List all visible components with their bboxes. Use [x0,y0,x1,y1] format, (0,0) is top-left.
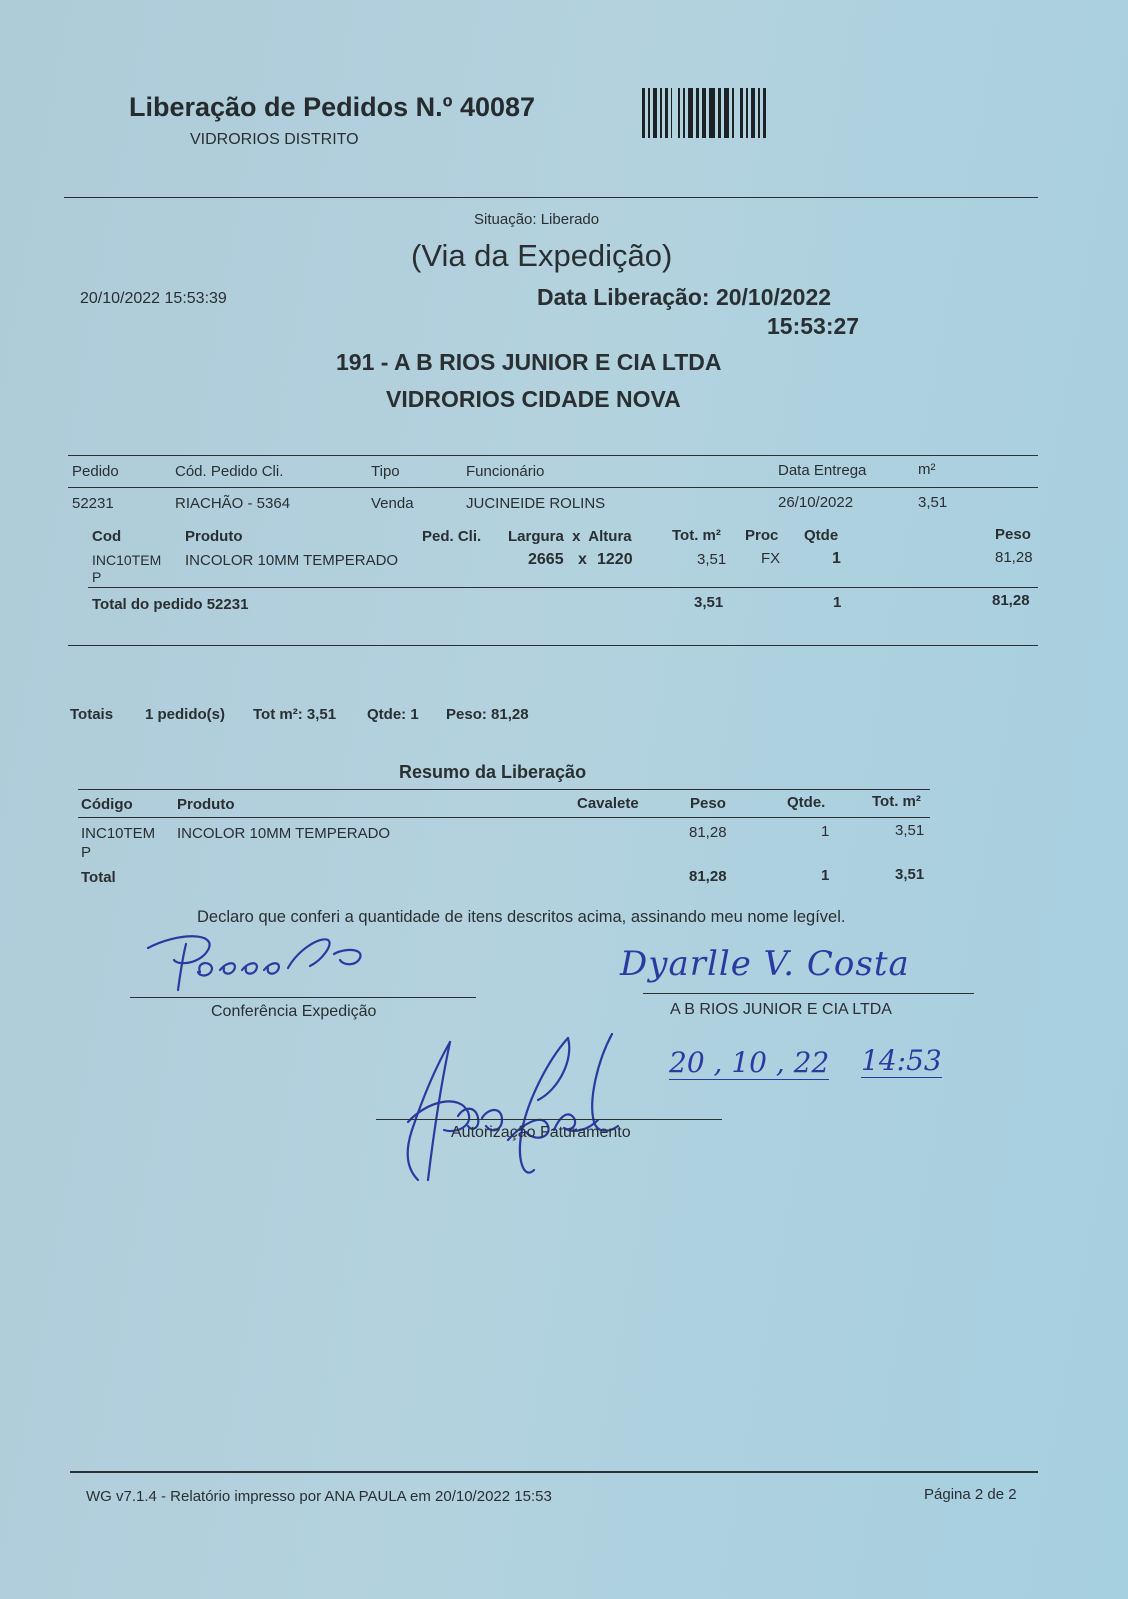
conferencia-signature [138,930,398,1000]
item-col-cod: Cod [92,528,122,545]
resumo-total-peso: 81,28 [689,868,727,885]
col-pedido: Pedido [72,463,119,480]
client-label: A B RIOS JUNIOR E CIA LTDA [670,1001,892,1018]
declaration-text: Declaro que conferi a quantidade de itens descritos acima, assinando meu nome legível. [197,908,846,926]
order-total-m2: 3,51 [694,594,724,611]
autorizacao-label: Autorização Faturamento [451,1124,631,1141]
resumo-col-qtde: Qtde. [787,794,826,811]
item-col-ped-cli: Ped. Cli. [422,528,482,545]
resumo-total-label: Total [81,869,116,886]
totais-pedidos: 1 pedido(s) [145,706,226,723]
item-col-peso: Peso [995,526,1031,543]
col-m2: m² [918,461,936,478]
resumo-header-line [78,817,930,818]
print-datetime: 20/10/2022 15:53:39 [80,290,227,307]
order-table-top-line [68,455,1038,456]
resumo-qtde: 1 [821,823,830,840]
barcode-image [642,88,769,138]
company-name: VIDRORIOS DISTRITO [190,131,359,148]
item-col-produto: Produto [185,528,243,545]
item-x: x [578,551,587,568]
item-qtde: 1 [832,550,841,567]
item-total-line [88,587,1038,588]
resumo-codigo: INC10TEM [81,825,156,842]
resumo-col-peso: Peso [690,795,726,812]
order-funcionario: JUCINEIDE ROLINS [466,495,606,512]
order-total-qtde: 1 [833,594,842,611]
item-proc: FX [761,550,781,567]
footer-printed-by: WG v7.1.4 - Relatório impresso por ANA PAULA em 20/10/2022 15:53 [86,1488,552,1505]
data-liberacao-time: 15:53:27 [767,313,860,339]
resumo-total-tot-m2: 3,51 [895,866,925,883]
totais-qtde: Qtde: 1 [367,706,419,723]
item-altura: 1220 [597,551,633,568]
item-peso: 81,28 [995,549,1033,566]
client-name: 191 - A B RIOS JUNIOR E CIA LTDA [336,349,722,375]
item-largura: 2665 [528,551,564,568]
resumo-top-line [78,789,930,790]
order-m2: 3,51 [918,494,948,511]
order-data-entrega: 26/10/2022 [778,494,854,511]
item-produto: INCOLOR 10MM TEMPERADO [185,552,399,569]
order-total-label: Total do pedido 52231 [92,596,249,613]
resumo-col-codigo: Código [81,796,133,813]
client-signature-line [643,993,974,994]
conferencia-label: Conferência Expedição [211,1003,377,1020]
col-cod-pedido-cli: Cód. Pedido Cli. [175,463,284,480]
autorizacao-signature-line [376,1119,722,1120]
resumo-codigo-wrap: P [81,844,92,861]
order-table-bottom-line [68,645,1038,646]
resumo-tot-m2: 3,51 [895,822,925,839]
order-tipo: Venda [371,495,414,512]
col-data-entrega: Data Entrega [778,462,867,479]
order-total-peso: 81,28 [992,592,1030,609]
resumo-title: Resumo da Liberação [399,762,587,782]
item-cod-wrap: P [92,569,102,585]
resumo-produto: INCOLOR 10MM TEMPERADO [177,825,391,842]
handwritten-time: 14:53 [861,1044,942,1077]
handwritten-date: 20 , 10 , 22 [669,1046,830,1079]
resumo-total-qtde: 1 [821,867,830,884]
order-header-line [68,487,1038,488]
data-liberacao: Data Liberação: 20/10/2022 [537,284,832,310]
item-col-largura-altura: Largura x Altura [508,528,632,545]
item-tot-m2: 3,51 [697,551,727,568]
item-cod: INC10TEM [92,552,162,568]
footer-page-number: Página 2 de 2 [924,1486,1017,1503]
situacao-status: Situação: Liberado [474,211,600,228]
totais-peso: Peso: 81,28 [446,706,529,723]
resumo-peso: 81,28 [689,824,727,841]
header-divider [64,197,1038,198]
conferencia-signature-line [130,997,476,998]
document-title: Liberação de Pedidos N.º 40087 [129,92,536,122]
item-col-proc: Proc [745,527,779,544]
item-col-tot-m2: Tot. m² [672,527,721,544]
client-store: VIDRORIOS CIDADE NOVA [386,386,681,412]
order-pedido: 52231 [72,495,114,512]
resumo-col-cavalete: Cavalete [577,795,639,812]
footer-divider [70,1471,1038,1473]
totais-label: Totais [70,706,114,723]
totais-tot-m2: Tot m²: 3,51 [253,706,337,723]
via-label: (Via da Expedição) [411,238,673,273]
col-funcionario: Funcionário [466,463,545,480]
item-col-qtde: Qtde [804,527,839,544]
client-signature: Dyarlle V. Costa [620,944,910,984]
order-cod-cli: RIACHÃO - 5364 [175,495,291,512]
col-tipo: Tipo [371,463,400,480]
autorizacao-signature [398,1030,638,1190]
resumo-col-tot-m2: Tot. m² [872,793,921,810]
resumo-col-produto: Produto [177,796,235,813]
